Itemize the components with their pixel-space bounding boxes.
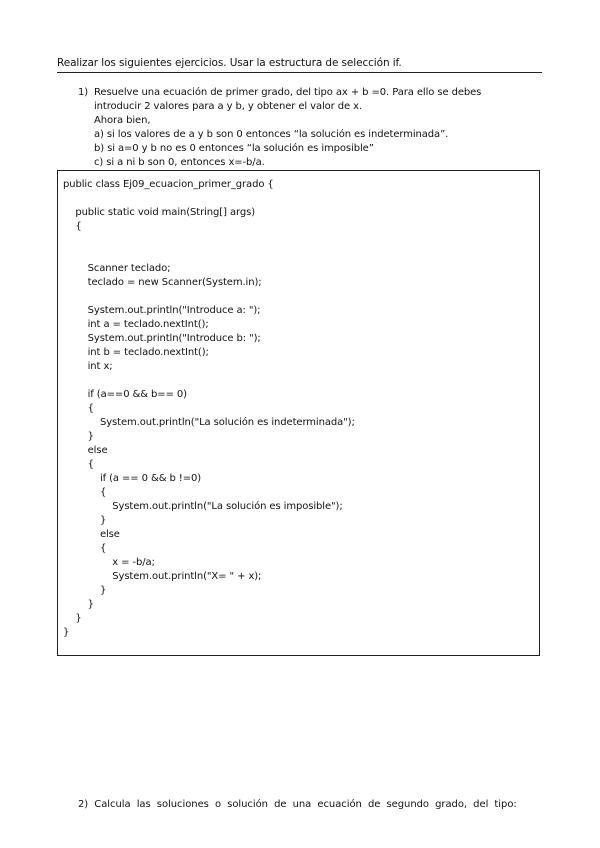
exercise-2-statement: 2) Calcula las soluciones o solución de una ecuación de segundo grado, del tipo:	[78, 799, 517, 810]
code-line: {	[63, 221, 82, 232]
code-line: {	[63, 487, 107, 498]
code-line: }	[63, 599, 94, 610]
code-line: }	[63, 627, 70, 638]
header-divider	[57, 72, 542, 73]
code-line: public class Ej09_ecuacion_primer_grado {	[63, 179, 274, 190]
code-line: int a = teclado.nextInt();	[63, 319, 209, 330]
code-listing-box	[57, 170, 540, 656]
exercise-1-number: 1)	[78, 87, 89, 98]
code-line: System.out.println("X= " + x);	[63, 571, 262, 582]
code-line	[63, 248, 355, 262]
exercise-1-item-c: c) si a ni b son 0, entonces x=-b/a.	[94, 157, 265, 168]
exercise-1	[78, 86, 538, 170]
code-line: {	[63, 459, 94, 470]
code-listing	[63, 178, 355, 640]
exercise-1-line: Ahora bien,	[94, 115, 151, 126]
exercise-1-item-b: b) si a=0 y b no es 0 entonces “la solución es imposible”	[94, 143, 374, 154]
code-line: Scanner teclado;	[63, 263, 171, 274]
code-line	[63, 374, 355, 388]
code-line: else	[63, 445, 108, 456]
exercise-1-line: Resuelve una ecuación de primer grado, del tipo ax + b =0. Para ello se debes	[94, 87, 482, 98]
code-line: }	[63, 613, 82, 624]
exercise-1-body	[94, 86, 538, 170]
exercise-1-item-a: a) si los valores de a y b son 0 entonces “la solución es indeterminada”.	[94, 129, 449, 140]
code-line: {	[63, 543, 107, 554]
code-line: x = -b/a;	[63, 557, 155, 568]
code-line	[63, 192, 355, 206]
code-line: if (a==0 && b== 0)	[63, 389, 187, 400]
code-line	[63, 234, 355, 248]
code-line: System.out.println("Introduce b: ");	[63, 333, 261, 344]
code-line: else	[63, 529, 120, 540]
code-line: int b = teclado.nextInt();	[63, 347, 209, 358]
code-line: {	[63, 403, 94, 414]
instructions-header: Realizar los siguientes ejercicios. Usar la estructura de selección if.	[57, 57, 402, 69]
code-line: int x;	[63, 361, 113, 372]
code-line: System.out.println("Introduce a: ");	[63, 305, 261, 316]
code-line: if (a == 0 && b !=0)	[63, 473, 202, 484]
exercise-1-line: introducir 2 valores para a y b, y obtener el valor de x.	[94, 101, 363, 112]
code-line	[63, 290, 355, 304]
code-line: teclado = new Scanner(System.in);	[63, 277, 262, 288]
code-line: }	[63, 431, 94, 442]
code-line: }	[63, 515, 107, 526]
code-line: System.out.println("La solución es indeterminada");	[63, 417, 355, 428]
code-line: System.out.println("La solución es imposible");	[63, 501, 343, 512]
code-line: public static void main(String[] args)	[63, 207, 255, 218]
code-line: }	[63, 585, 107, 596]
